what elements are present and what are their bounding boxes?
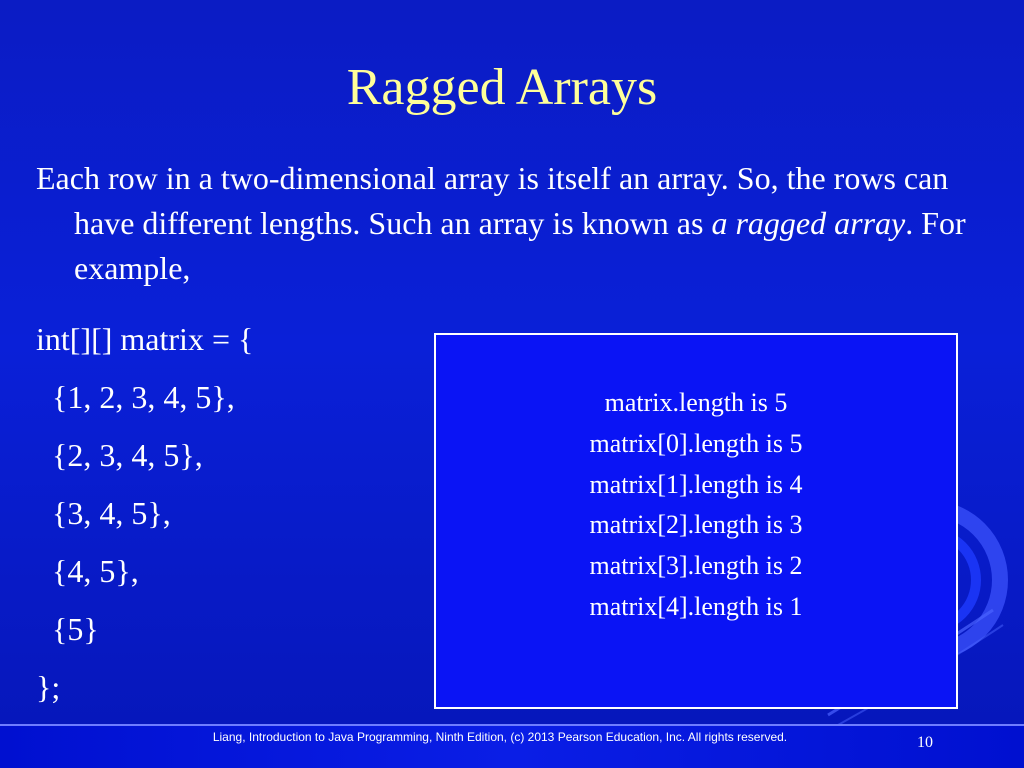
length-line: matrix[1].length is 4	[589, 469, 803, 499]
length-line: matrix.length is 5	[604, 388, 788, 417]
code-example	[36, 310, 456, 716]
intro-text-end: . For example,	[74, 205, 966, 286]
page-number: 10	[917, 734, 933, 751]
code-line: {5}	[36, 611, 99, 647]
slide-title: Ragged Arrays	[346, 59, 658, 116]
matrix-length-list	[436, 383, 956, 628]
code-line: int[][] matrix = {	[36, 321, 254, 357]
copyright-footer: Liang, Introduction to Java Programming, Ninth Edition, (c) 2013 Pearson Education, Inc. All rights reserved.	[212, 730, 788, 744]
length-line: matrix[2].length is 3	[589, 510, 803, 540]
code-line: {1, 2, 3, 4, 5},	[36, 379, 235, 415]
intro-paragraph	[36, 156, 1014, 291]
intro-text: Each row in a two-dimensional array is itself an array. So, the rows can have different lengths. Such an array is known as	[36, 160, 949, 241]
length-line: matrix[3].length is 2	[589, 551, 803, 581]
code-line: {4, 5},	[36, 553, 139, 589]
length-line: matrix[4].length is 1	[589, 591, 803, 621]
code-line: };	[36, 669, 61, 705]
code-line: {2, 3, 4, 5},	[36, 437, 203, 473]
matrix-length-box	[434, 333, 958, 709]
length-line: matrix[0].length is 5	[589, 428, 803, 458]
ragged-array-term: a ragged array	[711, 205, 906, 241]
code-line: {3, 4, 5},	[36, 495, 171, 531]
